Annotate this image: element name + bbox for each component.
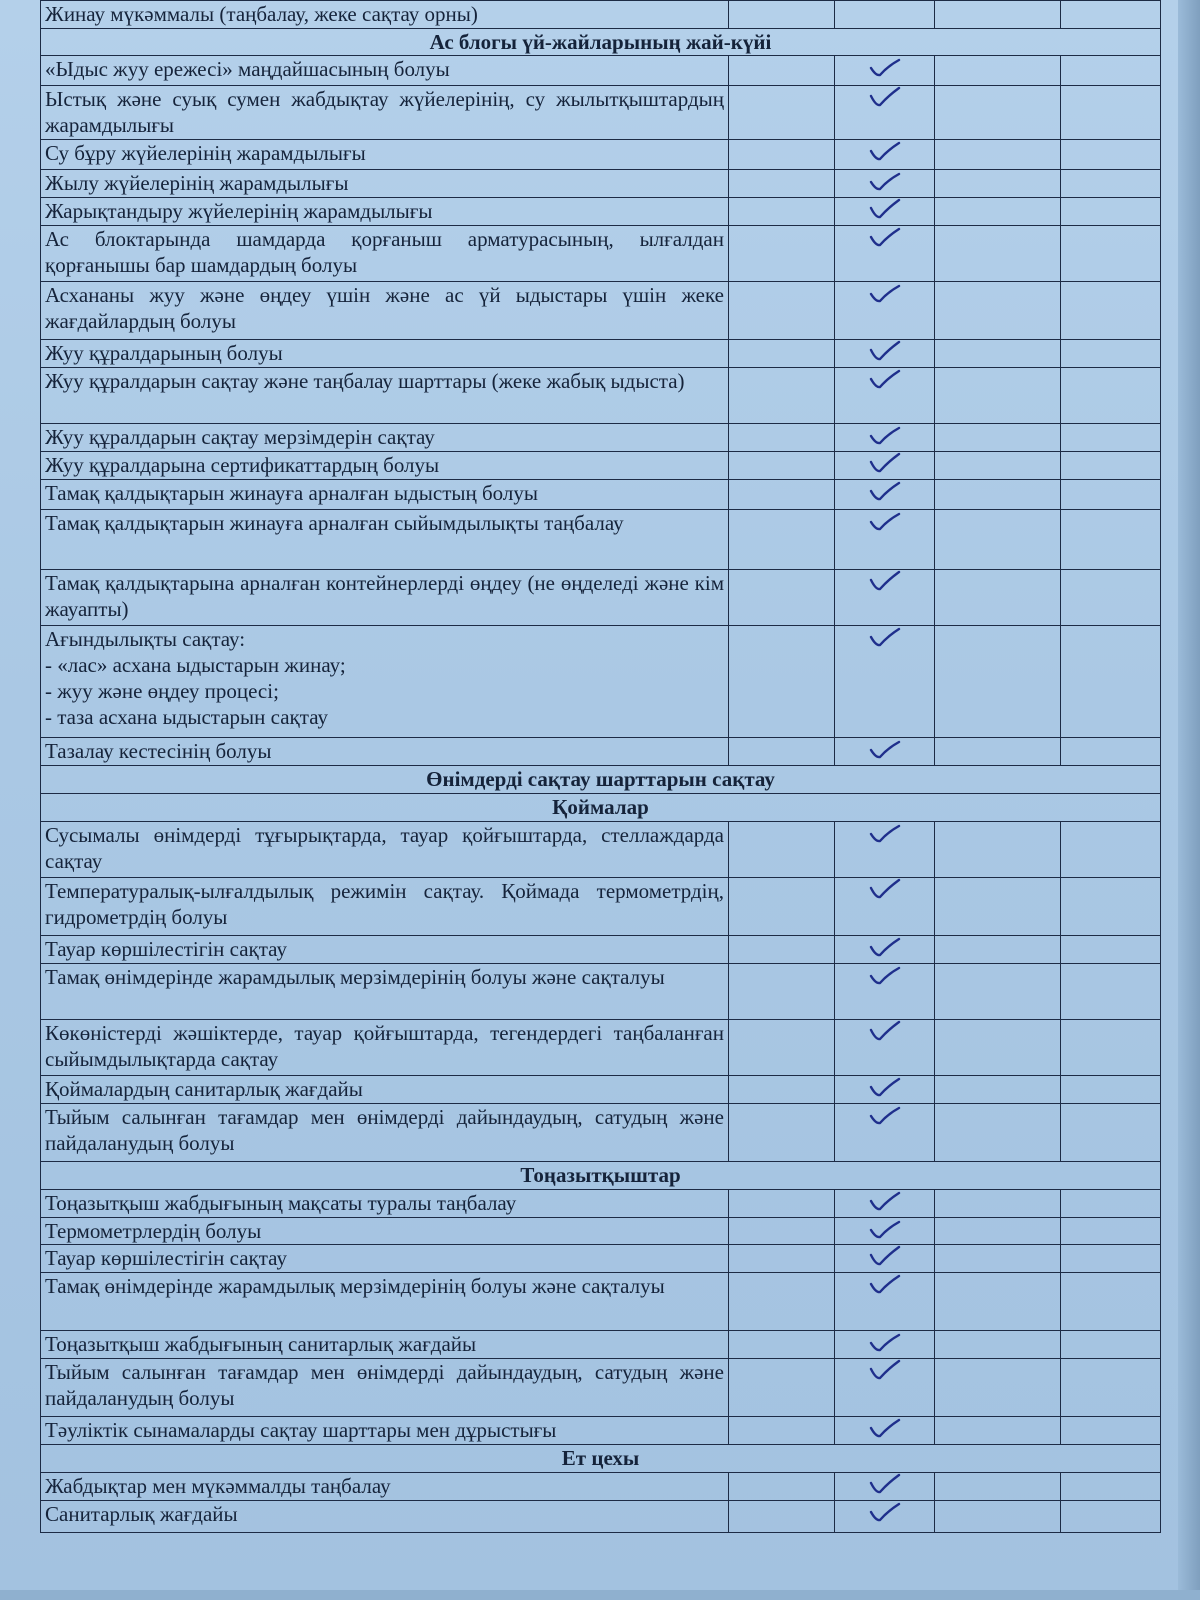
- checkmark-icon: [839, 282, 930, 304]
- checklist-row: [41, 170, 1161, 198]
- requirement-text: Ыстық және суық сумен жабдықтау жүйелерінің, су жылытқыштардың жарамдылығы: [41, 86, 729, 140]
- checkmark-icon: [839, 1104, 930, 1126]
- requirement-line: - жуу және өңдеу процесі;: [45, 679, 279, 703]
- requirement-text: Жабдықтар мен мүкәммалды таңбалау: [41, 1473, 729, 1501]
- checkmark-icon: [839, 86, 930, 108]
- empty-cell: [1061, 510, 1161, 570]
- empty-cell: [1061, 878, 1161, 936]
- empty-cell: [935, 140, 1061, 170]
- empty-cell: [729, 570, 835, 626]
- requirement-text: Тамақ қалдықтарына арналған контейнерлерді өңдеу (не өңделеді және кім жауапты): [41, 570, 729, 626]
- empty-cell: [1061, 1190, 1161, 1218]
- page-edge: [1178, 0, 1200, 1600]
- empty-cell: [935, 1190, 1061, 1218]
- checklist-row: [41, 480, 1161, 510]
- empty-cell: [729, 1473, 835, 1501]
- checklist-row: [41, 198, 1161, 226]
- checklist-row: [41, 226, 1161, 282]
- checklist-row: [41, 140, 1161, 170]
- compliance-cell[interactable]: [835, 964, 935, 1020]
- checkmark-icon: [839, 570, 930, 592]
- empty-cell: [935, 282, 1061, 340]
- requirement-text: Су бұру жүйелерінің жарамдылығы: [41, 140, 729, 170]
- checklist-row: [41, 56, 1161, 86]
- checkmark-icon: [839, 822, 930, 844]
- compliance-cell[interactable]: [835, 452, 935, 480]
- compliance-cell[interactable]: [835, 1501, 935, 1533]
- empty-cell: [1061, 1473, 1161, 1501]
- section-header-row: [41, 766, 1161, 794]
- checklist-row: [41, 1190, 1161, 1218]
- requirement-text: Тыйым салынған тағамдар мен өнімдерді дайындаудың, сатудың және пайдаланудың болуы: [41, 1104, 729, 1162]
- checklist-row: [41, 1501, 1161, 1533]
- checklist-row: [41, 1020, 1161, 1076]
- checkmark-icon: [839, 1501, 930, 1523]
- requirement-text: Температуралық-ылғалдылық режимін сақтау. Қоймада термометрдің, гидрометрдің болуы: [41, 878, 729, 936]
- empty-cell: [935, 1473, 1061, 1501]
- empty-cell: [729, 1245, 835, 1273]
- section-title: Ас блогы үй-жайларының жай-күйі: [41, 29, 1161, 56]
- compliance-cell[interactable]: [835, 340, 935, 368]
- empty-cell: [1061, 1331, 1161, 1359]
- checkmark-icon: [839, 226, 930, 248]
- empty-cell: [1061, 282, 1161, 340]
- checklist-row: [41, 1218, 1161, 1245]
- empty-cell: [1061, 198, 1161, 226]
- compliance-cell[interactable]: [835, 480, 935, 510]
- compliance-cell[interactable]: [835, 738, 935, 766]
- checklist-row: [41, 964, 1161, 1020]
- section-title: Тоңазытқыштар: [41, 1162, 1161, 1190]
- empty-cell: [1061, 1020, 1161, 1076]
- requirement-text: Қоймалардың санитарлық жағдайы: [41, 1076, 729, 1104]
- checkmark-icon: [839, 56, 930, 78]
- section-header-row: [41, 794, 1161, 822]
- checkmark-icon: [839, 878, 930, 900]
- requirement-line: - «лас» асхана ыдыстарын жинау;: [45, 653, 346, 677]
- section-title: Ет цехы: [41, 1445, 1161, 1473]
- empty-cell: [1061, 56, 1161, 86]
- compliance-cell[interactable]: [835, 1076, 935, 1104]
- compliance-cell[interactable]: [835, 936, 935, 964]
- empty-cell: [1061, 452, 1161, 480]
- section-header-row: [41, 29, 1161, 56]
- checkmark-icon: [839, 626, 930, 648]
- empty-cell: [1061, 480, 1161, 510]
- checkmark-icon: [839, 1245, 930, 1267]
- compliance-cell[interactable]: [835, 424, 935, 452]
- empty-cell: [935, 1104, 1061, 1162]
- empty-cell: [729, 424, 835, 452]
- empty-cell: [935, 964, 1061, 1020]
- empty-cell: [729, 368, 835, 424]
- checklist-table: [40, 0, 1161, 1533]
- checklist-row: [41, 822, 1161, 878]
- compliance-cell[interactable]: [835, 1, 935, 29]
- compliance-cell[interactable]: [835, 282, 935, 340]
- checkmark-icon: [839, 1273, 930, 1295]
- checkmark-icon: [839, 480, 930, 502]
- empty-cell: [935, 1273, 1061, 1331]
- checklist-row: [41, 570, 1161, 626]
- empty-cell: [935, 1417, 1061, 1445]
- compliance-cell[interactable]: [835, 56, 935, 86]
- compliance-cell[interactable]: [835, 822, 935, 878]
- checkmark-icon: [839, 170, 930, 192]
- empty-cell: [729, 56, 835, 86]
- empty-cell: [729, 878, 835, 936]
- empty-cell: [1061, 86, 1161, 140]
- empty-cell: [729, 1218, 835, 1245]
- empty-cell: [935, 170, 1061, 198]
- compliance-cell[interactable]: [835, 878, 935, 936]
- empty-cell: [1061, 340, 1161, 368]
- empty-cell: [729, 936, 835, 964]
- checkmark-icon: [839, 510, 930, 532]
- section-header-row: [41, 1445, 1161, 1473]
- checklist-row: [41, 738, 1161, 766]
- empty-cell: [729, 140, 835, 170]
- compliance-cell[interactable]: [835, 626, 935, 738]
- checkmark-icon: [839, 1473, 930, 1495]
- empty-cell: [1061, 140, 1161, 170]
- checklist-row: [41, 510, 1161, 570]
- checklist-row: [41, 878, 1161, 936]
- requirement-text: Тамақ қалдықтарын жинауға арналған ыдыстың болуы: [41, 480, 729, 510]
- checklist-row: [41, 1473, 1161, 1501]
- requirement-text: Тауар көршілестігін сақтау: [41, 936, 729, 964]
- checklist-row: [41, 1417, 1161, 1445]
- empty-cell: [729, 226, 835, 282]
- requirement-text: Ас блоктарында шамдарда қорғаныш арматурасының, ылғалдан қорғанышы бар шамдардың болуы: [41, 226, 729, 282]
- empty-cell: [729, 626, 835, 738]
- empty-cell: [729, 282, 835, 340]
- empty-cell: [729, 1331, 835, 1359]
- requirement-line: - таза асхана ыдыстарын сақтау: [45, 705, 328, 729]
- empty-cell: [729, 1, 835, 29]
- requirement-text: «Ыдыс жуу ережесі» маңдайшасының болуы: [41, 56, 729, 86]
- empty-cell: [1061, 1218, 1161, 1245]
- empty-cell: [729, 1501, 835, 1533]
- empty-cell: [729, 1359, 835, 1417]
- empty-cell: [729, 170, 835, 198]
- empty-cell: [935, 1331, 1061, 1359]
- empty-cell: [1061, 1417, 1161, 1445]
- checkmark-icon: [839, 198, 930, 220]
- empty-cell: [1061, 738, 1161, 766]
- compliance-cell[interactable]: [835, 140, 935, 170]
- requirement-text: Жарықтандыру жүйелерінің жарамдылығы: [41, 198, 729, 226]
- empty-cell: [1061, 1245, 1161, 1273]
- empty-cell: [1061, 1104, 1161, 1162]
- empty-cell: [1061, 226, 1161, 282]
- checklist-row: [41, 452, 1161, 480]
- requirement-text: Жылу жүйелерінің жарамдылығы: [41, 170, 729, 198]
- empty-cell: [1061, 936, 1161, 964]
- checklist-row: [41, 1245, 1161, 1273]
- requirement-text: Жуу құралдарын сақтау және таңбалау шарттары (жеке жабық ыдыста): [41, 368, 729, 424]
- empty-cell: [935, 570, 1061, 626]
- empty-cell: [935, 368, 1061, 424]
- checklist-row: [41, 368, 1161, 424]
- checklist-row: [41, 1359, 1161, 1417]
- empty-cell: [729, 510, 835, 570]
- empty-cell: [1061, 822, 1161, 878]
- checkmark-icon: [839, 738, 930, 760]
- empty-cell: [729, 1273, 835, 1331]
- empty-cell: [935, 936, 1061, 964]
- requirement-text: Тамақ өнімдерінде жарамдылық мерзімдерінің болуы және сақталуы: [41, 964, 729, 1020]
- compliance-cell[interactable]: [835, 1245, 935, 1273]
- checkmark-icon: [839, 424, 930, 446]
- empty-cell: [1061, 626, 1161, 738]
- compliance-cell[interactable]: [835, 1331, 935, 1359]
- checklist-row: [41, 1076, 1161, 1104]
- checklist-row: [41, 626, 1161, 738]
- checklist-row: [41, 282, 1161, 340]
- requirement-text: [41, 626, 729, 738]
- compliance-cell[interactable]: [835, 1473, 935, 1501]
- compliance-cell[interactable]: [835, 1104, 935, 1162]
- compliance-cell[interactable]: [835, 1020, 935, 1076]
- section-title: Өнімдерді сақтау шарттарын сақтау: [41, 766, 1161, 794]
- compliance-cell[interactable]: [835, 368, 935, 424]
- requirement-text: Тазалау кестесінің болуы: [41, 738, 729, 766]
- empty-cell: [1061, 368, 1161, 424]
- checkmark-icon: [839, 1020, 930, 1042]
- empty-cell: [729, 1076, 835, 1104]
- compliance-cell[interactable]: [835, 1273, 935, 1331]
- requirement-text: Сусымалы өнімдерді тұғырықтарда, тауар қойғыштарда, стеллаждарда сақтау: [41, 822, 729, 878]
- empty-cell: [935, 1, 1061, 29]
- checkmark-icon: [839, 340, 930, 362]
- requirement-text: Тәуліктік сынамаларды сақтау шарттары мен дұрыстығы: [41, 1417, 729, 1445]
- requirement-text: Тамақ қалдықтарын жинауға арналған сыйымдылықты таңбалау: [41, 510, 729, 570]
- requirement-text: Жуу құралдарына сертификаттардың болуы: [41, 452, 729, 480]
- empty-cell: [935, 1218, 1061, 1245]
- empty-cell: [729, 738, 835, 766]
- requirement-text: Тауар көршілестігін сақтау: [41, 1245, 729, 1273]
- checkmark-icon: [839, 1331, 930, 1353]
- requirement-text: Тоңазытқыш жабдығының санитарлық жағдайы: [41, 1331, 729, 1359]
- empty-cell: [935, 878, 1061, 936]
- compliance-cell[interactable]: [835, 1359, 935, 1417]
- compliance-cell[interactable]: [835, 570, 935, 626]
- requirement-line: Ағындылықты сақтау:: [45, 627, 246, 651]
- empty-cell: [1061, 1076, 1161, 1104]
- compliance-cell[interactable]: [835, 510, 935, 570]
- empty-cell: [1061, 1, 1161, 29]
- empty-cell: [935, 226, 1061, 282]
- checkmark-icon: [839, 452, 930, 474]
- empty-cell: [1061, 170, 1161, 198]
- empty-cell: [729, 1104, 835, 1162]
- empty-cell: [935, 86, 1061, 140]
- checkmark-icon: [839, 1218, 930, 1240]
- requirement-text: Жуу құралдарының болуы: [41, 340, 729, 368]
- empty-cell: [935, 56, 1061, 86]
- checklist-row: [41, 340, 1161, 368]
- empty-cell: [1061, 570, 1161, 626]
- section-header-row: [41, 1162, 1161, 1190]
- empty-cell: [935, 1359, 1061, 1417]
- empty-cell: [729, 86, 835, 140]
- empty-cell: [935, 822, 1061, 878]
- empty-cell: [935, 424, 1061, 452]
- empty-cell: [1061, 964, 1161, 1020]
- checkmark-icon: [839, 368, 930, 390]
- checkmark-icon: [839, 936, 930, 958]
- compliance-cell[interactable]: [835, 1218, 935, 1245]
- checkmark-icon: [839, 1359, 930, 1381]
- empty-cell: [935, 626, 1061, 738]
- compliance-cell[interactable]: [835, 86, 935, 140]
- empty-cell: [935, 738, 1061, 766]
- checklist-row: [41, 86, 1161, 140]
- compliance-cell[interactable]: [835, 226, 935, 282]
- compliance-cell[interactable]: [835, 1417, 935, 1445]
- empty-cell: [935, 1245, 1061, 1273]
- empty-cell: [935, 1076, 1061, 1104]
- checkmark-icon: [839, 1190, 930, 1212]
- empty-cell: [729, 452, 835, 480]
- checkmark-icon: [839, 964, 930, 986]
- checklist-row: [41, 1273, 1161, 1331]
- requirement-text: Көкөністерді жәшіктерде, тауар қойғыштарда, тегендердегі таңбаланған сыйымдылықтарда сақтау: [41, 1020, 729, 1076]
- empty-cell: [729, 964, 835, 1020]
- empty-cell: [935, 510, 1061, 570]
- checkmark-icon: [839, 1076, 930, 1098]
- empty-cell: [729, 1417, 835, 1445]
- checklist-row: [41, 424, 1161, 452]
- page-bottom-edge: [0, 1590, 1200, 1600]
- empty-cell: [935, 480, 1061, 510]
- requirement-text: Тыйым салынған тағамдар мен өнімдерді дайындаудың, сатудың және пайдаланудың болуы: [41, 1359, 729, 1417]
- empty-cell: [1061, 1359, 1161, 1417]
- checkmark-icon: [839, 140, 930, 162]
- empty-cell: [935, 340, 1061, 368]
- compliance-cell[interactable]: [835, 170, 935, 198]
- checklist-row: [41, 1, 1161, 29]
- section-title: Қоймалар: [41, 794, 1161, 822]
- empty-cell: [729, 822, 835, 878]
- requirement-text: Тамақ өнімдерінде жарамдылық мерзімдерінің болуы және сақталуы: [41, 1273, 729, 1331]
- checkmark-icon: [839, 1417, 930, 1439]
- empty-cell: [729, 198, 835, 226]
- requirement-text: Жинау мүкәммалы (таңбалау, жеке сақтау орны): [41, 1, 729, 29]
- checklist-row: [41, 1104, 1161, 1162]
- empty-cell: [729, 1190, 835, 1218]
- checklist-row: [41, 1331, 1161, 1359]
- requirement-text: Тоңазытқыш жабдығының мақсаты туралы таңбалау: [41, 1190, 729, 1218]
- requirement-text: Асхананы жуу және өңдеу үшін және ас үй ыдыстары үшін жеке жағдайлардың болуы: [41, 282, 729, 340]
- empty-cell: [935, 1501, 1061, 1533]
- checklist-row: [41, 936, 1161, 964]
- empty-cell: [729, 480, 835, 510]
- requirement-text: Санитарлық жағдайы: [41, 1501, 729, 1533]
- empty-cell: [1061, 424, 1161, 452]
- compliance-cell[interactable]: [835, 1190, 935, 1218]
- empty-cell: [729, 1020, 835, 1076]
- empty-cell: [935, 198, 1061, 226]
- empty-cell: [1061, 1273, 1161, 1331]
- requirement-text: Жуу құралдарын сақтау мерзімдерін сақтау: [41, 424, 729, 452]
- empty-cell: [935, 452, 1061, 480]
- empty-cell: [729, 340, 835, 368]
- empty-cell: [1061, 1501, 1161, 1533]
- requirement-text: Термометрлердің болуы: [41, 1218, 729, 1245]
- empty-cell: [935, 1020, 1061, 1076]
- compliance-cell[interactable]: [835, 198, 935, 226]
